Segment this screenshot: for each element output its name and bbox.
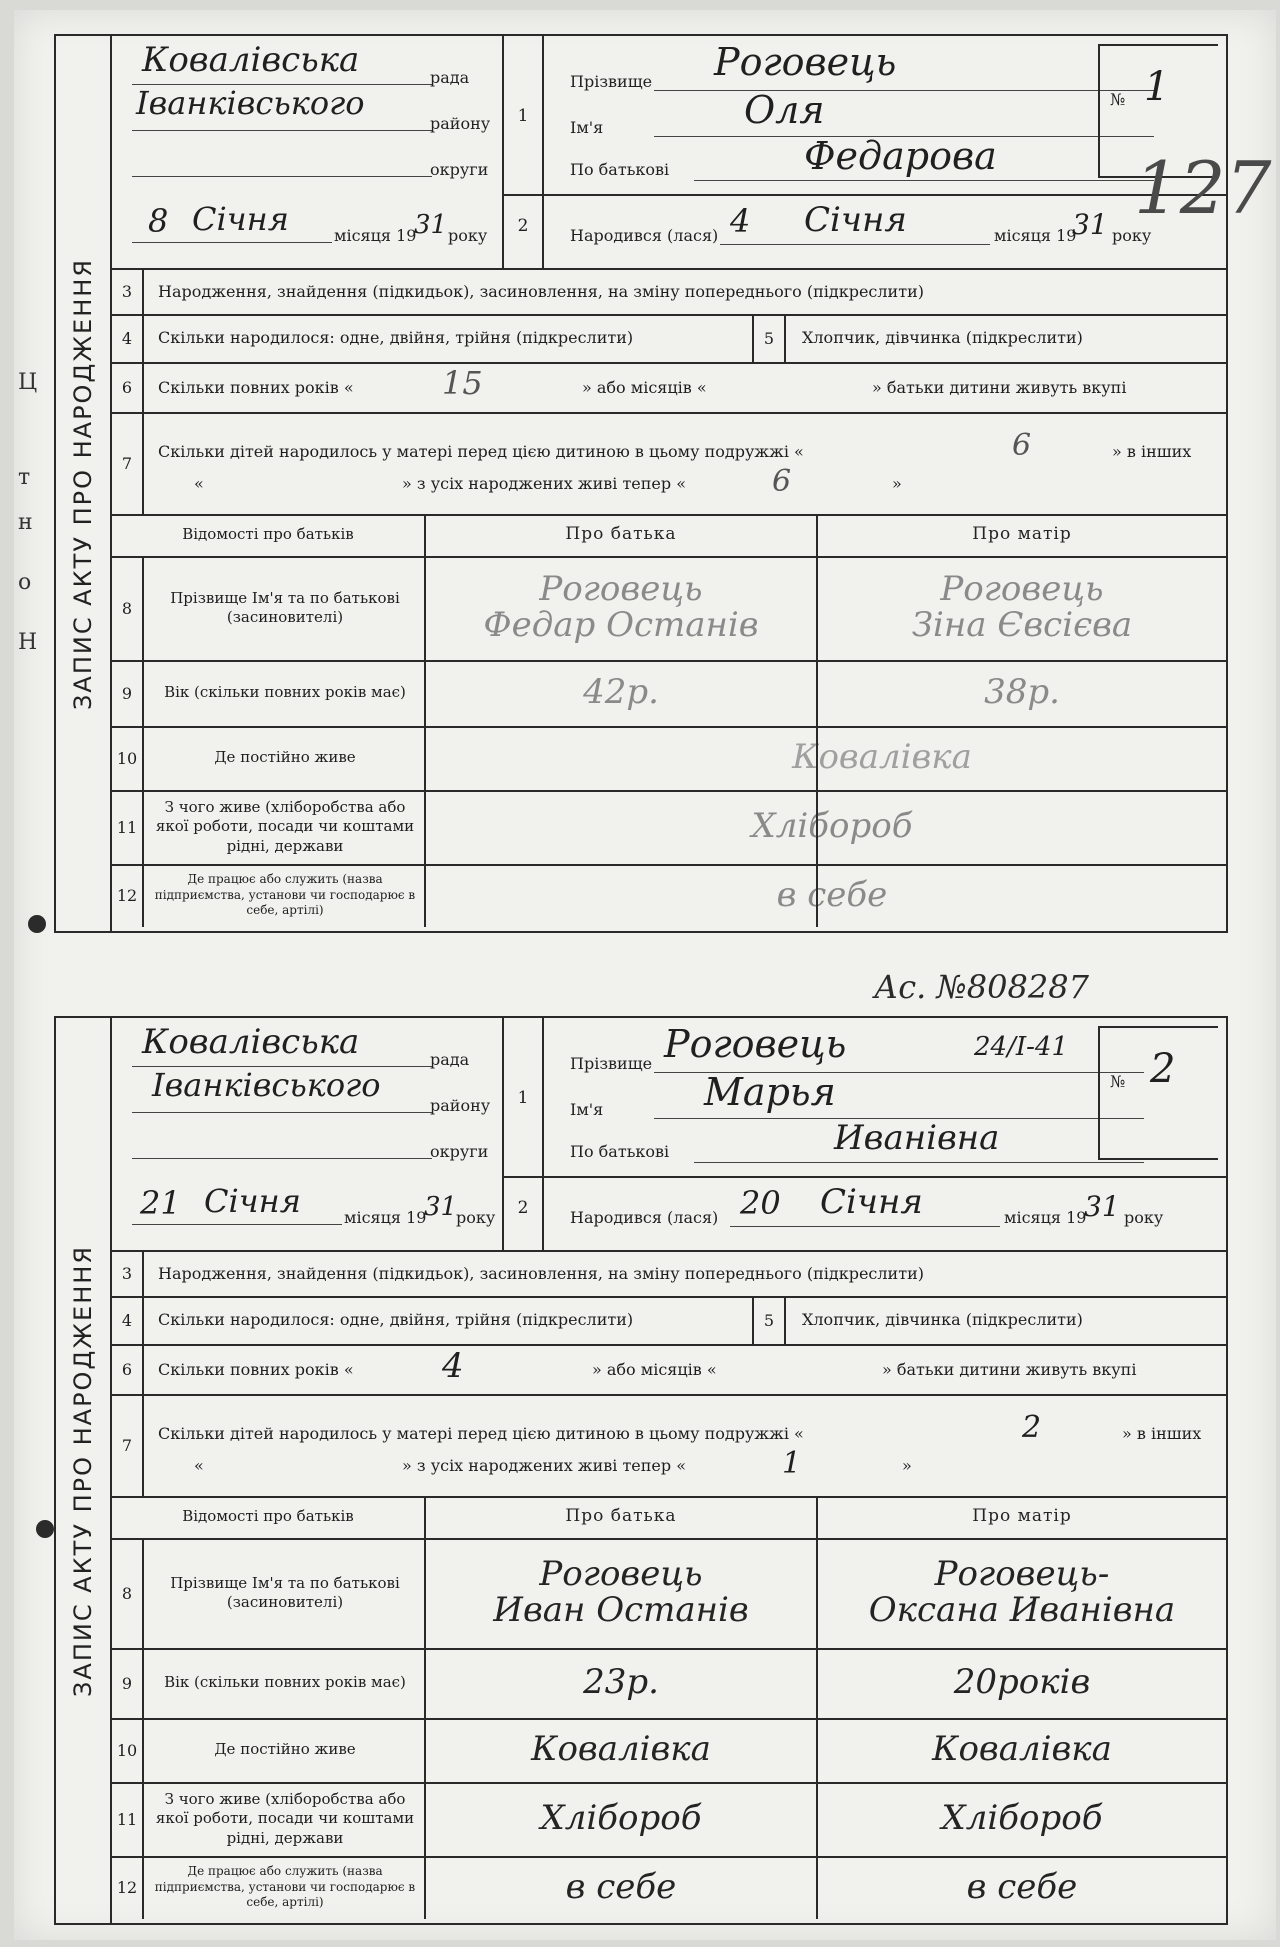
- row-number: 9: [112, 1648, 144, 1718]
- record-header: [112, 1018, 1226, 1252]
- reg-month-label: місяця 19: [344, 1208, 427, 1227]
- district-value: Іванківського: [152, 1066, 381, 1104]
- row-7-text-e: »: [902, 1456, 912, 1475]
- child-identity: [544, 1018, 1226, 1250]
- row-number: 12: [112, 1856, 144, 1919]
- born-month-value: Січня: [820, 1182, 923, 1222]
- district-label: району: [430, 114, 491, 133]
- father-residence: Ковалівка: [531, 1729, 711, 1770]
- patronymic-value: Иванівна: [834, 1118, 1000, 1158]
- father-age: 42р.: [583, 672, 659, 713]
- row-6-value: 15: [442, 364, 483, 402]
- row-number: 4: [112, 1296, 144, 1344]
- name-value: Оля: [744, 88, 825, 132]
- birth-record-2: [54, 1016, 1228, 1925]
- born-year-value: 31: [1072, 208, 1108, 241]
- header-row-numbers: [504, 36, 544, 268]
- row-number: 6: [112, 362, 144, 412]
- row-number: 1: [517, 106, 529, 126]
- surname-label: Прізвище: [570, 1054, 653, 1073]
- row-4-text: Скільки народилося: одне, двійня, трійня (підкреслити): [158, 1310, 634, 1329]
- row-11-label: З чого живе (хліборобства або якої роботи, посади чи коштами рідні, держави: [155, 1789, 415, 1847]
- row-number: 11: [112, 1782, 144, 1856]
- patronymic-label: По батькові: [570, 1142, 670, 1161]
- birth-record-1: [54, 34, 1272, 933]
- name-label: Ім'я: [570, 118, 604, 137]
- record-header: [112, 36, 1272, 270]
- parents-row-10: [112, 726, 1226, 792]
- reg-year-label: року: [448, 226, 488, 245]
- child-identity: [544, 36, 1272, 268]
- born-day-value: 4: [730, 202, 751, 240]
- parents-row-8: [112, 556, 1226, 662]
- parents-header: Відомості про батьків: [182, 525, 354, 544]
- row-number: 6: [112, 1344, 144, 1394]
- row-3: [112, 1250, 1226, 1298]
- mother-header: Про матір: [972, 524, 1072, 545]
- parents-row-11: [112, 1782, 1226, 1858]
- mother-name: Роговець- Оксана Иванівна: [868, 1554, 1176, 1630]
- born-year-label: року: [1112, 226, 1152, 245]
- reg-year-value: 31: [414, 210, 448, 240]
- row-number: 9: [112, 660, 144, 726]
- parents-header: Відомості про батьків: [182, 1507, 354, 1526]
- reg-day-value: 21: [140, 1184, 181, 1222]
- row-9-label: Вік (скільки повних років має): [164, 683, 406, 702]
- record-no-label: №: [1110, 1072, 1126, 1091]
- row-11-label: З чого живе (хліборобства або якої роботи, посади чи коштами рідні, держави: [155, 797, 415, 855]
- parents-row-12: [112, 1856, 1226, 1919]
- row-7-text-c: «: [194, 1456, 204, 1475]
- row-7-value-2: 6: [772, 464, 792, 499]
- father-workplace: в себе: [565, 1866, 677, 1907]
- row-7: [112, 1394, 1226, 1498]
- mother-header: Про матір: [972, 1506, 1072, 1527]
- reg-month-value: Січня: [204, 1182, 301, 1220]
- council-value: Ковалівська: [142, 1022, 360, 1062]
- header-row-numbers: [504, 1018, 544, 1250]
- district-label: району: [430, 1096, 491, 1115]
- row-6-text-c: » батьки дитини живуть вкупі: [882, 1360, 1137, 1379]
- residence: Ковалівка: [792, 737, 972, 778]
- born-month-value: Січня: [804, 200, 907, 240]
- mother-name: Роговець Зіна Євсієва: [911, 569, 1133, 645]
- record-side: [56, 1018, 112, 1923]
- row-number: 4: [112, 314, 144, 362]
- name-label: Ім'я: [570, 1100, 604, 1119]
- district-value: Іванківського: [136, 84, 365, 122]
- binding-hole: [36, 1520, 54, 1538]
- row-number: 1: [517, 1088, 529, 1108]
- row-3: [112, 268, 1226, 316]
- born-label: Народився (лася): [570, 1208, 719, 1227]
- parents-row-10: [112, 1718, 1226, 1784]
- born-label: Народився (лася): [570, 226, 719, 245]
- row-number: 11: [112, 790, 144, 864]
- parents-row-9: [112, 660, 1226, 728]
- row-number: 2: [517, 1198, 529, 1218]
- surname-value: Роговець: [714, 40, 897, 84]
- record-no-value: 1: [1144, 64, 1170, 110]
- council-label: рада: [430, 1050, 470, 1069]
- row-5-text: Хлопчик, дівчинка (підкреслити): [802, 328, 1083, 347]
- row-10-label: Де постійно живе: [214, 748, 356, 767]
- row-8-label: Прізвище Ім'я та по батькові (засиновителі): [170, 588, 400, 626]
- father-age: 23р.: [583, 1662, 659, 1703]
- record-number-box: [1098, 1026, 1218, 1160]
- row-4-text: Скільки народилося: одне, двійня, трійня (підкреслити): [158, 328, 634, 347]
- row-7-text-e: »: [892, 474, 902, 493]
- row-4: [112, 1296, 1226, 1346]
- father-header: Про батька: [565, 524, 677, 545]
- parents-row-12: [112, 864, 1226, 927]
- row-number: 3: [112, 1250, 144, 1296]
- parents-row-11: [112, 790, 1226, 866]
- row-number: 8: [112, 1538, 144, 1648]
- father-occupation: Хлібороб: [540, 1798, 702, 1839]
- row-3-text: Народження, знайдення (підкидьок), засиновлення, на зміну попереднього (підкреслити): [158, 1264, 924, 1283]
- row-number: 7: [112, 412, 144, 514]
- row-number: 5: [754, 1296, 786, 1344]
- row-7-text-a: Скільки дітей народилось у матері перед цією дитиною в цьому подружжі «: [158, 1424, 804, 1443]
- corner-note: 24/I-41: [974, 1032, 1068, 1062]
- mother-workplace: в себе: [966, 1866, 1078, 1907]
- row-number: 10: [112, 1718, 144, 1782]
- row-number: 7: [112, 1394, 144, 1496]
- occupation: Хлібороб: [751, 806, 913, 847]
- parents-header-row: [112, 514, 1226, 558]
- mother-occupation: Хлібороб: [941, 1798, 1103, 1839]
- born-day-value: 20: [740, 1184, 781, 1222]
- record-no-value: 2: [1150, 1046, 1176, 1092]
- surname-value: Роговець: [664, 1022, 847, 1066]
- row-number: 8: [112, 556, 144, 660]
- row-7-text-b: » в інших: [1112, 442, 1192, 461]
- reg-day-value: 8: [148, 202, 169, 240]
- born-month-label: місяця 19: [1004, 1208, 1087, 1227]
- surname-label: Прізвище: [570, 72, 653, 91]
- row-6-text-a: Скільки повних років «: [158, 378, 354, 397]
- workplace: в себе: [776, 874, 888, 915]
- row-7-value-1: 6: [1012, 428, 1032, 463]
- row-3-text: Народження, знайдення (підкидьок), засиновлення, на зміну попереднього (підкреслити): [158, 282, 924, 301]
- row-12-label: Де працює або служить (назва підприємства, установи чи господарює в себе, артілі): [154, 872, 416, 918]
- mother-age: 20років: [953, 1662, 1091, 1703]
- parents-row-8: [112, 1538, 1226, 1650]
- row-7-text-b: » в інших: [1122, 1424, 1202, 1443]
- record-title: ЗАПИС АКТУ ПРО НАРОДЖЕННЯ: [69, 1244, 97, 1697]
- parents-row-9: [112, 1648, 1226, 1720]
- row-number: 5: [754, 314, 786, 362]
- father-name: Роговець Федар Останів: [483, 569, 759, 645]
- council-value: Ковалівська: [142, 40, 360, 80]
- row-9-label: Вік (скільки повних років має): [164, 1673, 406, 1692]
- name-value: Марья: [704, 1070, 836, 1114]
- row-7-text-d: » з усіх народжених живі тепер «: [402, 1456, 687, 1475]
- registration-place: [112, 1018, 504, 1250]
- row-8-label: Прізвище Ім'я та по батькові (засиновителі): [170, 1573, 400, 1611]
- binding-hole: [28, 915, 46, 933]
- row-7-text-c: «: [194, 474, 204, 493]
- record-side: [56, 36, 112, 931]
- row-6-value: 4: [442, 1346, 464, 1386]
- row-number: 2: [517, 216, 529, 236]
- row-7: [112, 412, 1226, 516]
- row-number: 10: [112, 726, 144, 790]
- born-year-value: 31: [1084, 1190, 1120, 1223]
- row-7-value-1: 2: [1022, 1410, 1042, 1445]
- row-number: 3: [112, 268, 144, 314]
- born-month-label: місяця 19: [994, 226, 1077, 245]
- row-5-text: Хлопчик, дівчинка (підкреслити): [802, 1310, 1083, 1329]
- record-title: ЗАПИС АКТУ ПРО НАРОДЖЕННЯ: [69, 257, 97, 710]
- row-4: [112, 314, 1226, 364]
- father-header: Про батька: [565, 1506, 677, 1527]
- row-6-text-b: » або місяців «: [582, 378, 707, 397]
- row-number: 12: [112, 864, 144, 927]
- reg-year-value: 31: [424, 1192, 458, 1222]
- margin-note: 127: [1134, 146, 1272, 230]
- registration-place: [112, 36, 504, 268]
- row-12-label: Де працює або служить (назва підприємства, установи чи господарює в себе, артілі): [154, 1864, 416, 1910]
- row-6: [112, 362, 1226, 414]
- stamp-note: Ас. №808287: [874, 968, 1089, 1006]
- row-6: [112, 1344, 1226, 1396]
- row-6-text-a: Скільки повних років «: [158, 1360, 354, 1379]
- record-no-label: №: [1110, 90, 1126, 109]
- parents-header-row: [112, 1496, 1226, 1540]
- row-10-label: Де постійно живе: [214, 1740, 356, 1759]
- row-7-text-d: » з усіх народжених живі тепер «: [402, 474, 687, 493]
- document-page: [14, 10, 1276, 1940]
- patronymic-label: По батькові: [570, 160, 670, 179]
- row-6-text-b: » або місяців «: [592, 1360, 717, 1379]
- patronymic-value: Федарова: [804, 134, 997, 178]
- left-margin-fragment: Ц т н о Н: [18, 370, 38, 655]
- born-year-label: року: [1124, 1208, 1164, 1227]
- okrug-label: округи: [430, 160, 489, 179]
- reg-month-value: Січня: [192, 200, 289, 238]
- row-6-text-c: » батьки дитини живуть вкупі: [872, 378, 1127, 397]
- reg-month-label: місяця 19: [334, 226, 417, 245]
- mother-residence: Ковалівка: [932, 1729, 1112, 1770]
- reg-year-label: року: [456, 1208, 496, 1227]
- row-7-text-a: Скільки дітей народилось у матері перед цією дитиною в цьому подружжі «: [158, 442, 804, 461]
- mother-age: 38р.: [984, 672, 1060, 713]
- row-7-value-2: 1: [782, 1446, 802, 1481]
- father-name: Роговець Иван Останів: [493, 1554, 749, 1630]
- council-label: рада: [430, 68, 470, 87]
- okrug-label: округи: [430, 1142, 489, 1161]
